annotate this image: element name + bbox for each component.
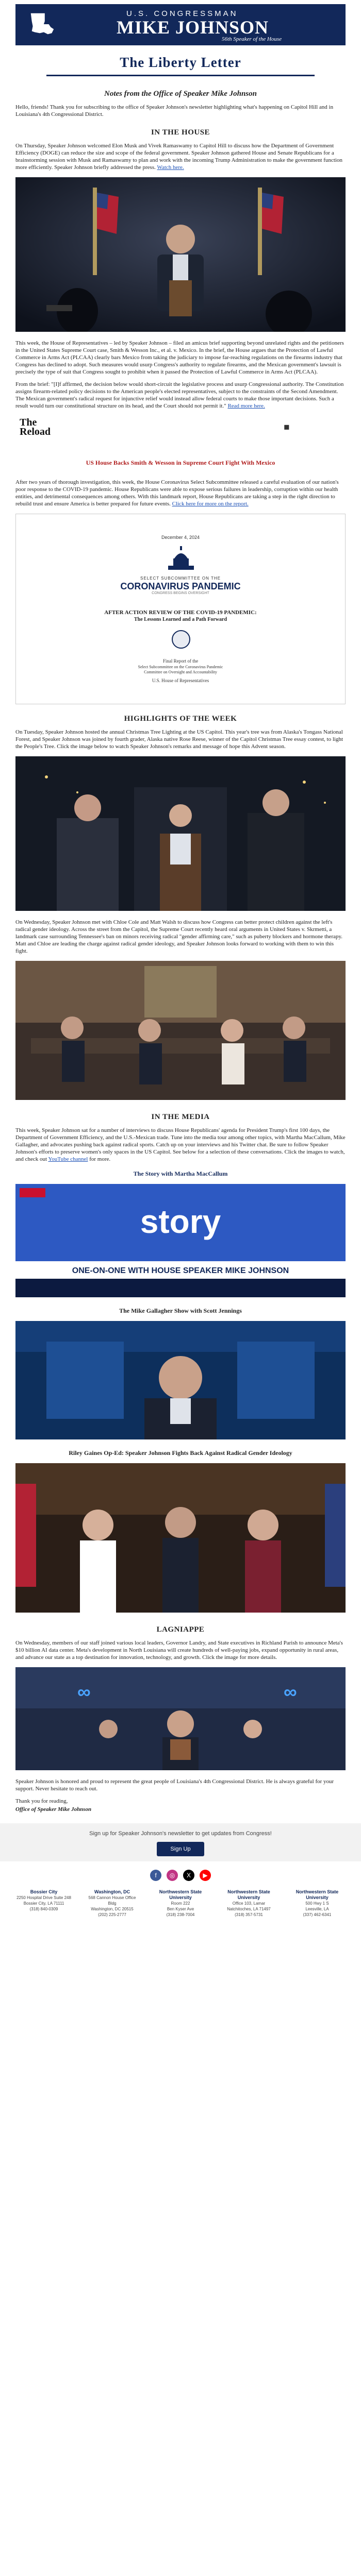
- house-paragraph-2: This week, the House of Representatives – led by Speaker Johnson – filed an amicus brief supporting beyond unrelated rights and the petitioners in the United States Supreme Court case, Smith & Wesson Inc., et al. v. Mexico. In the brief, the House argues that the Protection of Lawful Commerce in Arms Act (PLCAA) clearly bars Mexico from taking the judiciary to impose far-reaching regulations on the firearms industry that Congress has declined to adopt. Such measures would usurp Congress's authority to regulate firearms, and the Mexican government's lawsuit is precisely the type of suit that Congress sought to prohibit when it passed the Protection of Lawful Commerce in Arms Act (PLCAA).: [15, 340, 344, 375]
- reload-article-card[interactable]: [15, 417, 346, 473]
- media-paragraph: This week, Speaker Johnson sat for a number of interviews to discuss House Republicans' agenda for President Trump's first 100 days, the Department of Government Efficiency, and the U.S.-Mexican trade. Tune into the media tour among other topics, with Martha MacCallum, Mike Gallagher, and advocates pushing back against radical sports. Catch up on your interviews and his Twitter chat. Be sure to follow Speaker Johnson's efforts to preserve women's only spaces in the US Capitol. See below for a selection of these conversations. Click the images to watch, and check out YouTube channel for more.: [15, 1127, 346, 1162]
- louisiana-icon: [27, 9, 57, 39]
- closing-paragraph: Speaker Johnson is honored and proud to represent the great people of Louisiana's 4th Congressional District. He is always grateful for your support. Never hesitate to reach out.: [15, 1778, 334, 1792]
- meta-announcement-photo[interactable]: [15, 1667, 346, 1770]
- reload-logo: The Reload: [20, 417, 51, 437]
- report-final-3: Committee on Oversight and Accountability: [144, 670, 217, 674]
- in-the-house-heading: IN THE HOUSE: [151, 128, 210, 137]
- report-final-2: Select Subcommittee on the Coronavirus Pandemic: [138, 665, 223, 669]
- x-icon[interactable]: X: [183, 1870, 194, 1881]
- story-title[interactable]: The Story with Martha MacCallum: [133, 1170, 228, 1177]
- office-nsu-3: Northwestern State University 500 Hwy 1 S Leesville, LA (337) 462-6341: [296, 1889, 339, 1917]
- gaines-title[interactable]: Riley Gaines Op-Ed: Speaker Johnson Fights Back Against Radical Gender Ideology: [69, 1449, 292, 1456]
- report-aar: AFTER ACTION REVIEW OF THE COVID-19 PANDEMIC:: [104, 609, 257, 616]
- office-nsu-1: Northwestern State University Room 222 Ben Kyser Ave (318) 238-7004: [159, 1889, 202, 1917]
- report-link[interactable]: Click here for more on the report.: [172, 501, 249, 507]
- title-line: U.S. CONGRESSMAN: [126, 9, 238, 18]
- office-dc: Washington, DC 568 Cannon House Office Bldg Washington, DC 20515 (202) 225-2777: [88, 1889, 136, 1917]
- report-final: Final Report of the: [162, 658, 199, 664]
- svg-text:∞: ∞: [284, 1681, 297, 1702]
- closing-thanks: Thank you for reading,: [15, 1798, 68, 1804]
- watch-link[interactable]: Watch here.: [157, 164, 184, 171]
- congressman-name: MIKE JOHNSON: [117, 17, 269, 38]
- house-paragraph-3: From the brief: "[I]f affirmed, the decision below would short-circuit the legislative process and usurp Congressional authority. The Constitution assigns firearm-related policy decisions to the American people's elected representatives, subject to the constraints of the Second Amendment. The Mexican government's radical request for injunctive relief would instead allow federal courts to make those important decisions. Such a result would turn our constitutional structure on its head, and the Court should not permit it." Read more here.: [15, 381, 344, 409]
- youtube-link[interactable]: YouTube channel: [48, 1156, 88, 1162]
- report-select: SELECT SUBCOMMITTEE ON THE: [140, 576, 221, 581]
- office-bossier: Bossier City 2250 Hospital Drive Suite 248 Bossier City, LA 71111 (318) 840-0309: [17, 1889, 71, 1911]
- signup-text: Sign up for Speaker Johnson's newsletter to get updates from Congress!: [89, 1831, 272, 1837]
- newsletter-title: The Liberty Letter: [120, 55, 241, 70]
- content: [15, 90, 346, 1813]
- gallagher-show-photo[interactable]: [15, 1321, 346, 1439]
- report-date: December 4, 2024: [161, 535, 200, 540]
- report-house: U.S. House of Representatives: [152, 678, 209, 683]
- capitol-dome-icon: [163, 545, 199, 571]
- instagram-icon[interactable]: ◎: [167, 1870, 178, 1881]
- report-title: CORONAVIRUS PANDEMIC: [120, 581, 241, 591]
- signup-button[interactable]: Sign Up: [157, 1842, 204, 1856]
- youtube-icon[interactable]: ▶: [200, 1870, 211, 1881]
- divider: [46, 75, 315, 76]
- social-links: [0, 1870, 361, 1881]
- footer-signup: [0, 1823, 361, 1861]
- facebook-icon[interactable]: f: [150, 1870, 161, 1881]
- house-paragraph-4: After two years of thorough investigation, this week, the House Coronavirus Select Subcommittee released a careful evaluation of our nation's poor response to the COVID-19 pandemic. House Republicans were able to expose serious failures in leadership, corruption within our health entities, and detrimental consequences among others. With this landmark report, House Republicans are taking a step in the right direction to rebuild trust and ensure America is better prepared for future events. Click here for more on the report.: [15, 479, 339, 507]
- reload-mark: ◼: [284, 423, 290, 431]
- lagniappe-paragraph: On Wednesday, members of our staff joined various local leaders, Governor Landry, and State executives in Richland Parish to announce Meta's $10 billion AI data center. Meta's development in North Louisiana will create hundreds of well-paying jobs, expand opportunity in rural areas, and advance our state as a top destination for innovation, technology, and growth. Click the image for more details.: [15, 1640, 343, 1660]
- intro-text: Hello, friends! Thank you for subscribing to the office of Speaker Johnson's newsletter highlighting what's happening on Capitol Hill and in Louisiana's 4th Congressional District.: [15, 104, 334, 117]
- intro-heading: Notes from the Office of Speaker Mike Johnson: [104, 90, 257, 98]
- report-lessons: The Lessons Learned and a Path Forward: [134, 617, 227, 622]
- speaker-subtitle: 56th Speaker of the House: [222, 36, 282, 42]
- press-conference-photo[interactable]: [15, 177, 346, 332]
- house-seal-icon: [172, 630, 190, 649]
- highlights-paragraph-1: On Tuesday, Speaker Johnson hosted the annual Christmas Tree Lighting at the US Capitol. This year's tree was from Alaska's Tongass National Forest, and Speaker Johnson was joined by fourth grader, Alaska native Rose Reese, winner of the Capitol Christmas Tree essay contest, to light the People's Tree. Click the image below to watch Speaker Johnson's remarks and message of hope this Advent season.: [15, 729, 343, 750]
- media-heading: IN THE MEDIA: [151, 1113, 210, 1121]
- lagniappe-heading: LAGNIAPPE: [156, 1625, 205, 1634]
- meeting-photo[interactable]: [15, 961, 346, 1100]
- story-interview-photo[interactable]: [15, 1184, 346, 1297]
- gallagher-title[interactable]: The Mike Gallagher Show with Scott Jennings: [119, 1307, 242, 1314]
- offices: [15, 1889, 346, 1918]
- office-nsu-2: Northwestern State University Office 103, Lamar Natchitoches, LA 71497 (318) 357-5731: [227, 1889, 271, 1917]
- gaines-photo[interactable]: [15, 1463, 346, 1613]
- tree-lighting-photo[interactable]: [15, 756, 346, 911]
- report-note: CONGRESS BEGINS OVERSIGHT: [152, 591, 209, 595]
- reload-headline[interactable]: US House Backs Smith & Wesson in Supreme Court Fight With Mexico: [86, 459, 275, 466]
- svg-text:∞: ∞: [77, 1681, 91, 1702]
- story-banner: ONE-ON-ONE WITH HOUSE SPEAKER MIKE JOHNSON: [72, 1266, 289, 1275]
- header-banner: [15, 4, 346, 45]
- story-logo: story: [140, 1203, 221, 1240]
- read-more-link[interactable]: Read more here.: [227, 403, 265, 409]
- closing-sign: Office of Speaker Mike Johnson: [15, 1806, 92, 1812]
- highlights-heading: HIGHLIGHTS OF THE WEEK: [124, 715, 237, 723]
- house-paragraph-1: On Thursday, Speaker Johnson welcomed Elon Musk and Vivek Ramaswamy to Capitol Hill to discuss how the Department of Government Efficiency (DOGE) can reduce the size and scope of the federal government. Speaker Johnson gathered House and Senate Republicans for a brainstorming session with Musk and Ramaswamy to plan and work with the incoming Trump Administration to make the government function more efficiently. Speaker Johnson briefly addressed the press. Watch here.: [15, 143, 342, 171]
- masthead: [0, 55, 361, 76]
- covid-report-cover[interactable]: [15, 514, 346, 704]
- highlights-paragraph-2: On Wednesday, Speaker Johnson met with Chloe Cole and Matt Walsh to discuss how Congress can better protect children against the left's radical gender ideology. Across the street from the Capitol, the Supreme Court recently heard oral arguments in United States v. Skrmetti, a landmark case surrounding Tennessee's ban on minors receiving radical "gender affirming care," such as puberty blockers and hormone therapy. Matt and Chloe are leading the charge against radical gender ideology, and Speaker Johnson looks forward to working with them to win this fight.: [15, 919, 343, 954]
